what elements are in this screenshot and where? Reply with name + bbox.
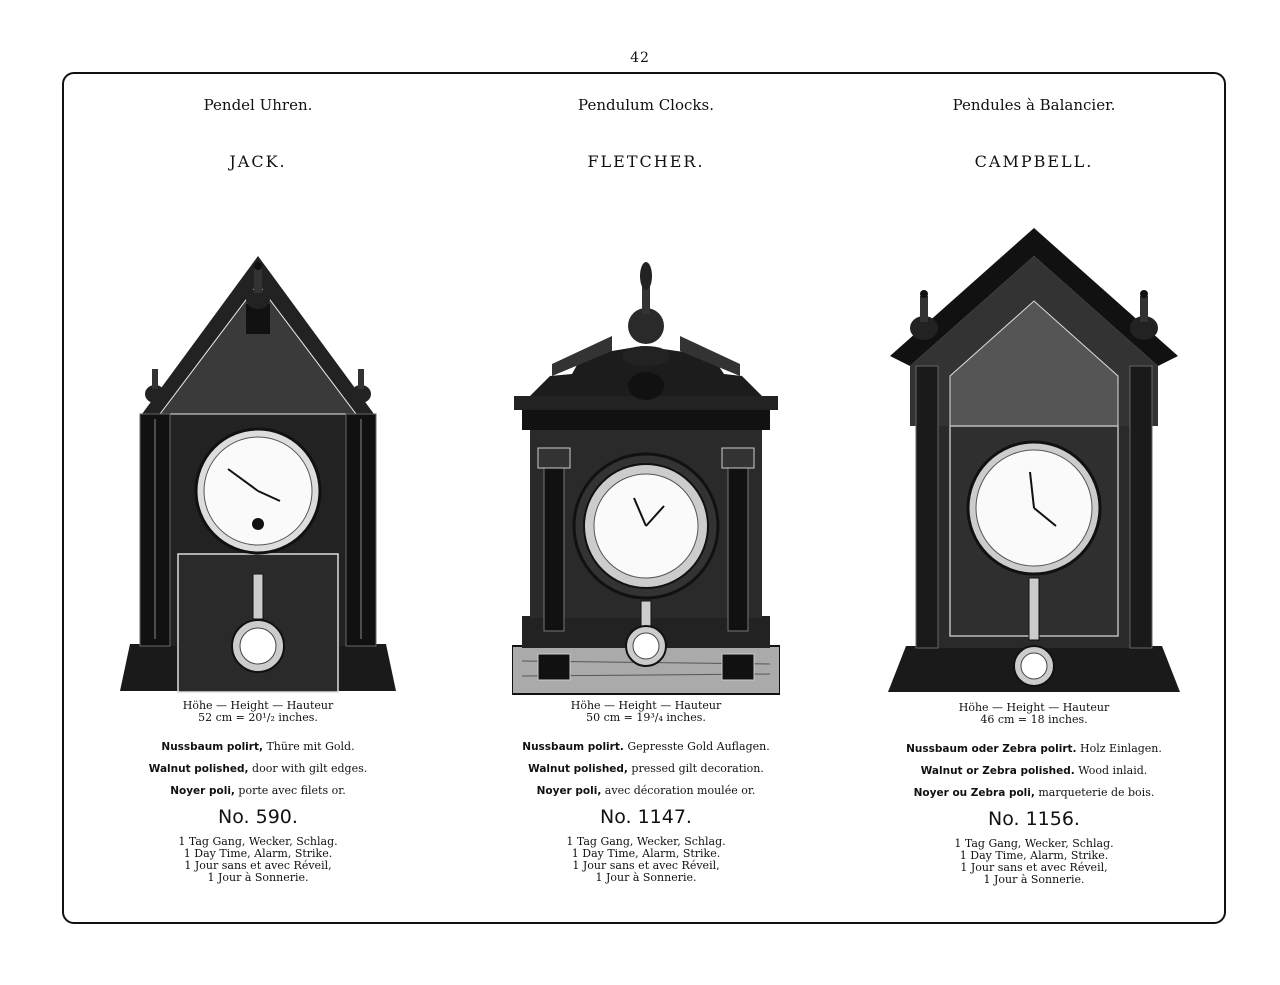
clock-name: FLETCHER.: [587, 152, 705, 171]
desc-bold: Walnut polished,: [148, 763, 249, 775]
fletcher-clock-illustration: [512, 186, 780, 696]
height-caption: [840, 702, 1228, 726]
desc-bold: Noyer poli,: [536, 785, 602, 797]
desc-line: [840, 782, 1228, 804]
page-number: 42: [630, 50, 650, 66]
feature-line: 1 Tag Gang, Wecker, Schlag.: [178, 835, 338, 848]
feature-line: 1 Jour à Sonnerie.: [983, 873, 1085, 886]
desc-line: [64, 780, 452, 802]
feature-line: 1 Tag Gang, Wecker, Schlag.: [954, 837, 1114, 850]
model-number: No. 1147.: [600, 806, 692, 828]
model-number: No. 590.: [218, 806, 298, 828]
movement-features: [452, 836, 840, 884]
height-caption-label: Höhe — Height — Hauteur: [570, 699, 722, 712]
desc-text: pressed gilt decoration.: [627, 762, 764, 775]
height-caption-value: 50 cm = 19³/₄ inches.: [586, 711, 706, 724]
desc-bold: Walnut polished,: [528, 763, 628, 775]
feature-line: 1 Jour sans et avec Réveil,: [572, 859, 720, 872]
model-number: No. 1156.: [988, 808, 1080, 830]
height-caption-label: Höhe — Height — Hauteur: [182, 699, 334, 712]
finish-description: [64, 736, 452, 802]
desc-bold: Nussbaum polirt.: [522, 741, 624, 753]
movement-features: [840, 838, 1228, 886]
desc-bold: Nussbaum oder Zebra polirt.: [906, 743, 1077, 755]
feature-line: 1 Tag Gang, Wecker, Schlag.: [566, 835, 726, 848]
desc-text: Holz Einlagen.: [1076, 742, 1162, 755]
clock-name: CAMPBELL.: [974, 152, 1094, 171]
desc-line: [64, 736, 452, 758]
desc-text: Gepresste Gold Auflagen.: [623, 740, 770, 753]
clock-column-campbell: [840, 74, 1228, 922]
desc-text: marqueterie de bois.: [1034, 786, 1155, 799]
column-heading: Pendulum Clocks.: [578, 96, 714, 114]
desc-line: [64, 758, 452, 780]
feature-line: 1 Day Time, Alarm, Strike.: [959, 849, 1109, 862]
desc-bold: Nussbaum polirt,: [161, 741, 263, 753]
desc-line: [452, 736, 840, 758]
feature-line: 1 Jour sans et avec Réveil,: [960, 861, 1108, 874]
column-heading: Pendel Uhren.: [203, 96, 313, 114]
height-caption: [452, 700, 840, 724]
feature-line: 1 Day Time, Alarm, Strike.: [571, 847, 721, 860]
desc-text: porte avec filets or.: [234, 784, 346, 797]
height-caption: [64, 700, 452, 724]
column-heading: Pendules à Balancier.: [952, 96, 1116, 114]
finish-description: [452, 736, 840, 802]
feature-line: 1 Jour à Sonnerie.: [207, 871, 309, 884]
desc-bold: Walnut or Zebra polished.: [920, 765, 1075, 777]
desc-line: [840, 738, 1228, 760]
feature-line: 1 Jour sans et avec Réveil,: [184, 859, 332, 872]
clock-column-fletcher: [452, 74, 840, 922]
clock-column-jack: [64, 74, 452, 922]
desc-bold: Noyer poli,: [170, 785, 235, 797]
desc-text: Thüre mit Gold.: [262, 740, 355, 753]
height-caption-value: 46 cm = 18 inches.: [980, 713, 1088, 726]
jack-clock-illustration: [120, 194, 396, 694]
campbell-clock-illustration: [888, 226, 1180, 692]
desc-line: [840, 760, 1228, 782]
desc-bold: Noyer ou Zebra poli,: [913, 787, 1035, 799]
height-caption-label: Höhe — Height — Hauteur: [958, 701, 1110, 714]
feature-line: 1 Jour à Sonnerie.: [595, 871, 697, 884]
finish-description: [840, 738, 1228, 804]
clock-name: JACK.: [229, 152, 287, 171]
movement-features: [64, 836, 452, 884]
desc-text: Wood inlaid.: [1074, 764, 1148, 777]
desc-text: door with gilt edges.: [248, 762, 368, 775]
catalog-page-frame: [62, 72, 1226, 924]
feature-line: 1 Day Time, Alarm, Strike.: [183, 847, 333, 860]
desc-line: [452, 758, 840, 780]
height-caption-value: 52 cm = 20¹/₂ inches.: [198, 711, 318, 724]
desc-text: avec décoration moulée or.: [601, 784, 756, 797]
desc-line: [452, 780, 840, 802]
